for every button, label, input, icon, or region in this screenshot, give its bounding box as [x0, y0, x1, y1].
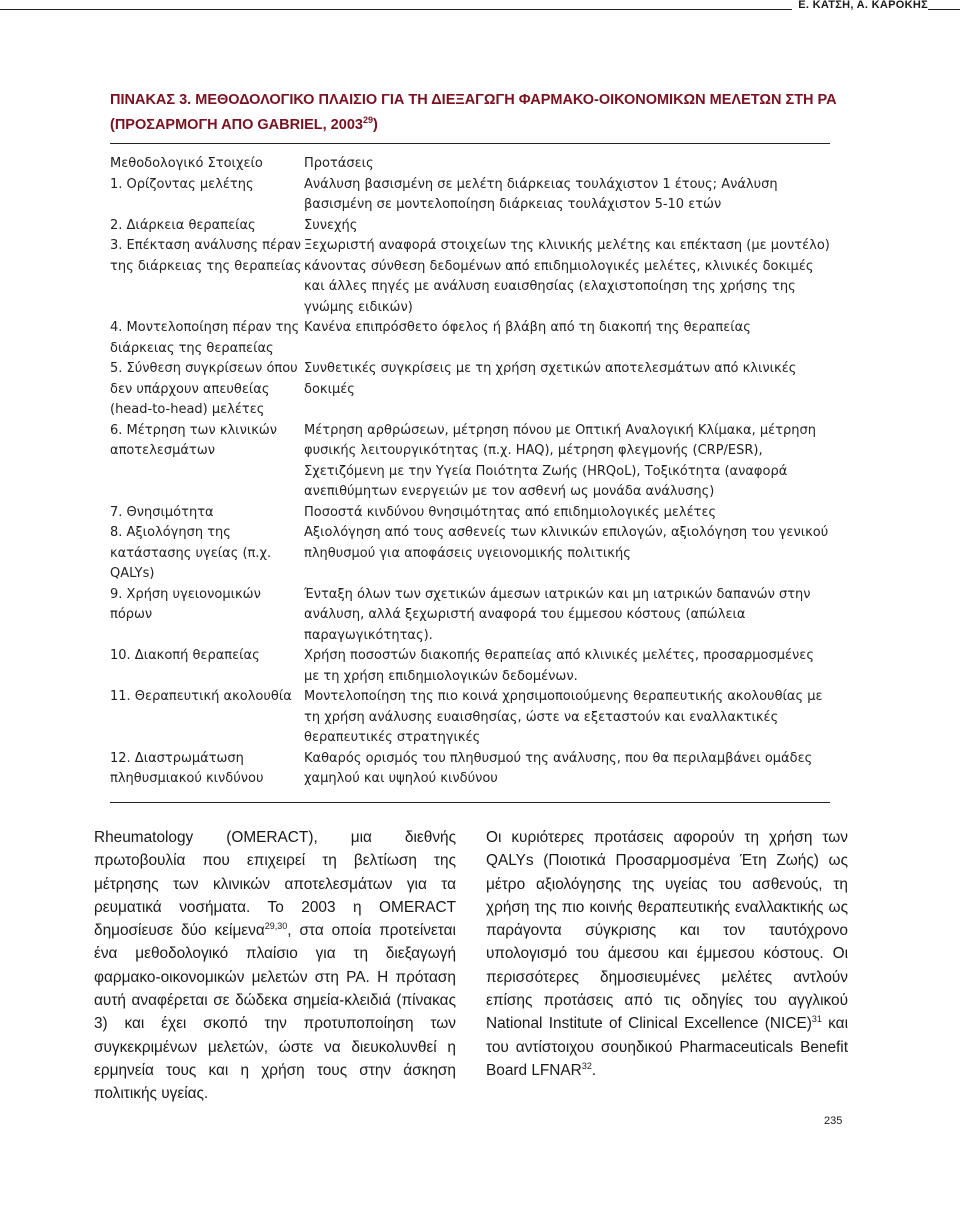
table-row [110, 503, 830, 524]
row-proposal: Αξιολόγηση από τους ασθενείς των κλινικών επιλογών, αξιολόγηση του γενικού πληθυσμού για αποφάσεις υγειονομικής πολιτικής [304, 525, 829, 561]
row-element: 2. Διάρκεια θεραπείας [110, 217, 256, 233]
row-element: 1. Ορίζοντας μελέτης [110, 176, 254, 192]
table-title-text: ΠΙΝΑΚΑΣ 3. ΜΕΘΟΔΟΛΟΓΙΚΟ ΠΛΑΙΣΙΟ ΓΙΑ ΤΗ ΔΙΕΞΑΓΩΓΗ ΦΑΡΜΑΚΟ-ΟΙΚΟΝΟΜΙΚΩΝ ΜΕΛΕΤΩΝ ΣΤΗ ΡΑ (ΠΡΟΣΑΡΜΟΓΗ ΑΠΟ GABRIEL, 2003 [110, 92, 837, 133]
body-right-text: Οι κυριότερες προτάσεις αφορούν τη χρήση των QALYs (Ποιοτικά Προσαρμοσμένα Έτη Ζωής) ως μέτρο αξιολόγησης της υγείας του ασθενούς, τη χρήση της πιο κοινής θεραπευτικής εναλλακτικής ως παράγοντα σύγκρισης και τον ταυτόχρονο υπολογισμό του άμεσου και έμμεσου κόστους. Οι περισσότερες δημοσιευμένες μελέτες αντλούν επίσης προτάσεις από τις οδηγίες του αγγλικού National Institute of Clinical Excellence (NICE) [486, 829, 848, 1033]
row-proposal: Συνεχής [304, 217, 358, 233]
row-element: 6. Μέτρηση των κλινικών αποτελεσμάτων [110, 422, 278, 458]
running-header [0, 0, 960, 14]
table-row [110, 749, 830, 790]
table-row [110, 585, 830, 647]
row-proposal: Καθαρός ορισμός του πληθυσμού της ανάλυσης, που θα περιλαμβάνει ομάδες χαμηλού και υψηλού κινδύνου [304, 750, 813, 786]
row-element: 10. Διακοπή θεραπείας [110, 648, 260, 663]
table-title-end: ) [372, 116, 378, 133]
row-proposal: Συνθετικές συγκρίσεις με τη χρήση σχετικών αποτελεσμάτων από κλινικές δοκιμές [304, 361, 797, 397]
table-row [110, 421, 830, 503]
row-element: 8. Αξιολόγηση της κατάστασης υγείας (π.χ. QALYs) [110, 525, 272, 581]
row-proposal: Κανένα επιπρόσθετο όφελος ή βλάβη από τη διακοπή της θεραπείας [304, 320, 751, 335]
row-element: 5. Σύνθεση συγκρίσεων όπου δεν υπάρχουν απευθείας (head-to-head) μελέτες [110, 361, 298, 417]
table-row [110, 236, 830, 318]
row-proposal: Χρήση ποσοστών διακοπής θεραπείας από κλινικές μελέτες, προσαρμοσμένες με τη χρήση επιδημιολογικών δεδομένων. [304, 648, 814, 684]
row-element: 4. Μοντελοποίηση πέραν της διάρκειας της θεραπείας [110, 320, 300, 356]
row-element: 7. Θνησιμότητα [110, 504, 214, 520]
header-authors: Ε. ΚΑΤΣΗ, Α. ΚΑΡΟΚΗΣ [792, 0, 928, 11]
row-element: 12. Διαστρωμάτωση πληθυσμιακού κινδύνου [110, 750, 264, 786]
row-proposal: Ξεχωριστή αναφορά στοιχείων της κλινικής μελέτης και επέκταση (με μοντέλο) κάνοντας σύνθεση δεδομένων από επιδημιολογικές μελέτες, κλινικές δοκιμές και άλλες πηγές με ανάλυση ευαισθησίας (ελαχιστοποίηση της χρήσης της γνώμης ειδικών) [304, 238, 830, 315]
table-top-rule [110, 143, 830, 144]
body-left-text: Rheumatology (OMERACT), μια διεθνής πρωτοβουλία που επιχειρεί τη βελτίωση της μέτρησης των κλινικών αποτελεσμάτων για τα ρευματικά νοσήματα. Το 2003 η OMERACT δημοσίευσε δύο κείμενα [94, 829, 456, 940]
methodology-table [110, 154, 830, 790]
table-row [110, 216, 830, 237]
table-title [110, 90, 850, 135]
row-proposal: Ποσοστά κινδύνου θνησιμότητας από επιδημιολογικές μελέτες [304, 504, 717, 520]
table-row [110, 523, 830, 585]
table-row [110, 646, 830, 687]
reference-superscript: 31 [811, 1014, 822, 1025]
table-row [110, 687, 830, 749]
reference-superscript: 29,30 [264, 921, 288, 932]
table-header-row [110, 154, 830, 175]
col1-header: Μεθοδολογικό Στοιχείο [110, 156, 263, 171]
table-row [110, 359, 830, 421]
body-column-left [94, 826, 456, 1106]
table-bottom-rule [110, 802, 830, 803]
row-element: 11. Θεραπευτική ακολουθία [110, 689, 292, 704]
row-element: 3. Επέκταση ανάλυσης πέραν της διάρκειας της θεραπείας [110, 238, 302, 274]
body-right-text-cont: και του αντίστοιχου σουηδικού Pharmaceuticals Benefit Board LFNAR [486, 1015, 848, 1079]
body-column-right [486, 826, 848, 1082]
row-proposal: Ανάλυση βασισμένη σε μελέτη διάρκειας τουλάχιστον 1 έτους; Ανάλυση βασισμένη σε μοντελοποίηση διάρκειας τουλάχιστον 5-10 ετών [304, 176, 778, 212]
row-proposal: Μοντελοποίηση της πιο κοινά χρησιμοποιούμενης θεραπευτικής ακολουθίας με τη χρήση ανάλυσης ευαισθησίας, ώστε να εξεταστούν και εναλλακτικές θεραπευτικές στρατηγικές [304, 689, 823, 745]
page-number: 235 [824, 1115, 843, 1127]
row-proposal: Μέτρηση αρθρώσεων, μέτρηση πόνου με Οπτική Αναλογική Κλίμακα, μέτρηση φυσικής λειτουργικότητας (π.χ. HAQ), μέτρηση φλεγμονής (CRP/ESR), Σχετιζόμενη με την Υγεία Ποιότητα Ζωής (HRQoL), Τοξικότητα (αναφορά ανεπιθύμητων ενεργειών με τον ασθενή ως μονάδα ανάλυσης) [304, 422, 816, 499]
row-element: 9. Χρήση υγειονομικών πόρων [110, 586, 261, 622]
table-row [110, 318, 830, 359]
row-proposal: Ένταξη όλων των σχετικών άμεσων ιατρικών και μη ιατρικών δαπανών στην ανάλυση, αλλά ξεχωριστή αναφορά του έμμεσου κόστους (απώλεια παραγωγικότητας). [304, 586, 811, 643]
table-row [110, 175, 830, 216]
body-right-text-end: . [591, 1061, 597, 1079]
reference-superscript: 32 [581, 1060, 592, 1071]
body-left-text-cont: , στα οποία προτείνεται ένα μεθοδολογικό πλαίσιο για τη διεξαγωγή φαρμακο-οικονομικών μελετών στη ΡΑ. Η πρόταση αυτή αναφέρεται σε δώδεκα σημεία-κλειδιά (πίνακας 3) και έχει σκοπό την προτυποποίηση των συγκεκριμένων μελετών, ώστε να διευκολυνθεί η ερμηνεία τους και η χρήση τους στην άσκηση πολιτικής υγείας. [94, 922, 456, 1103]
col2-header: Προτάσεις [304, 156, 374, 171]
table-title-reference: 29 [362, 115, 373, 125]
